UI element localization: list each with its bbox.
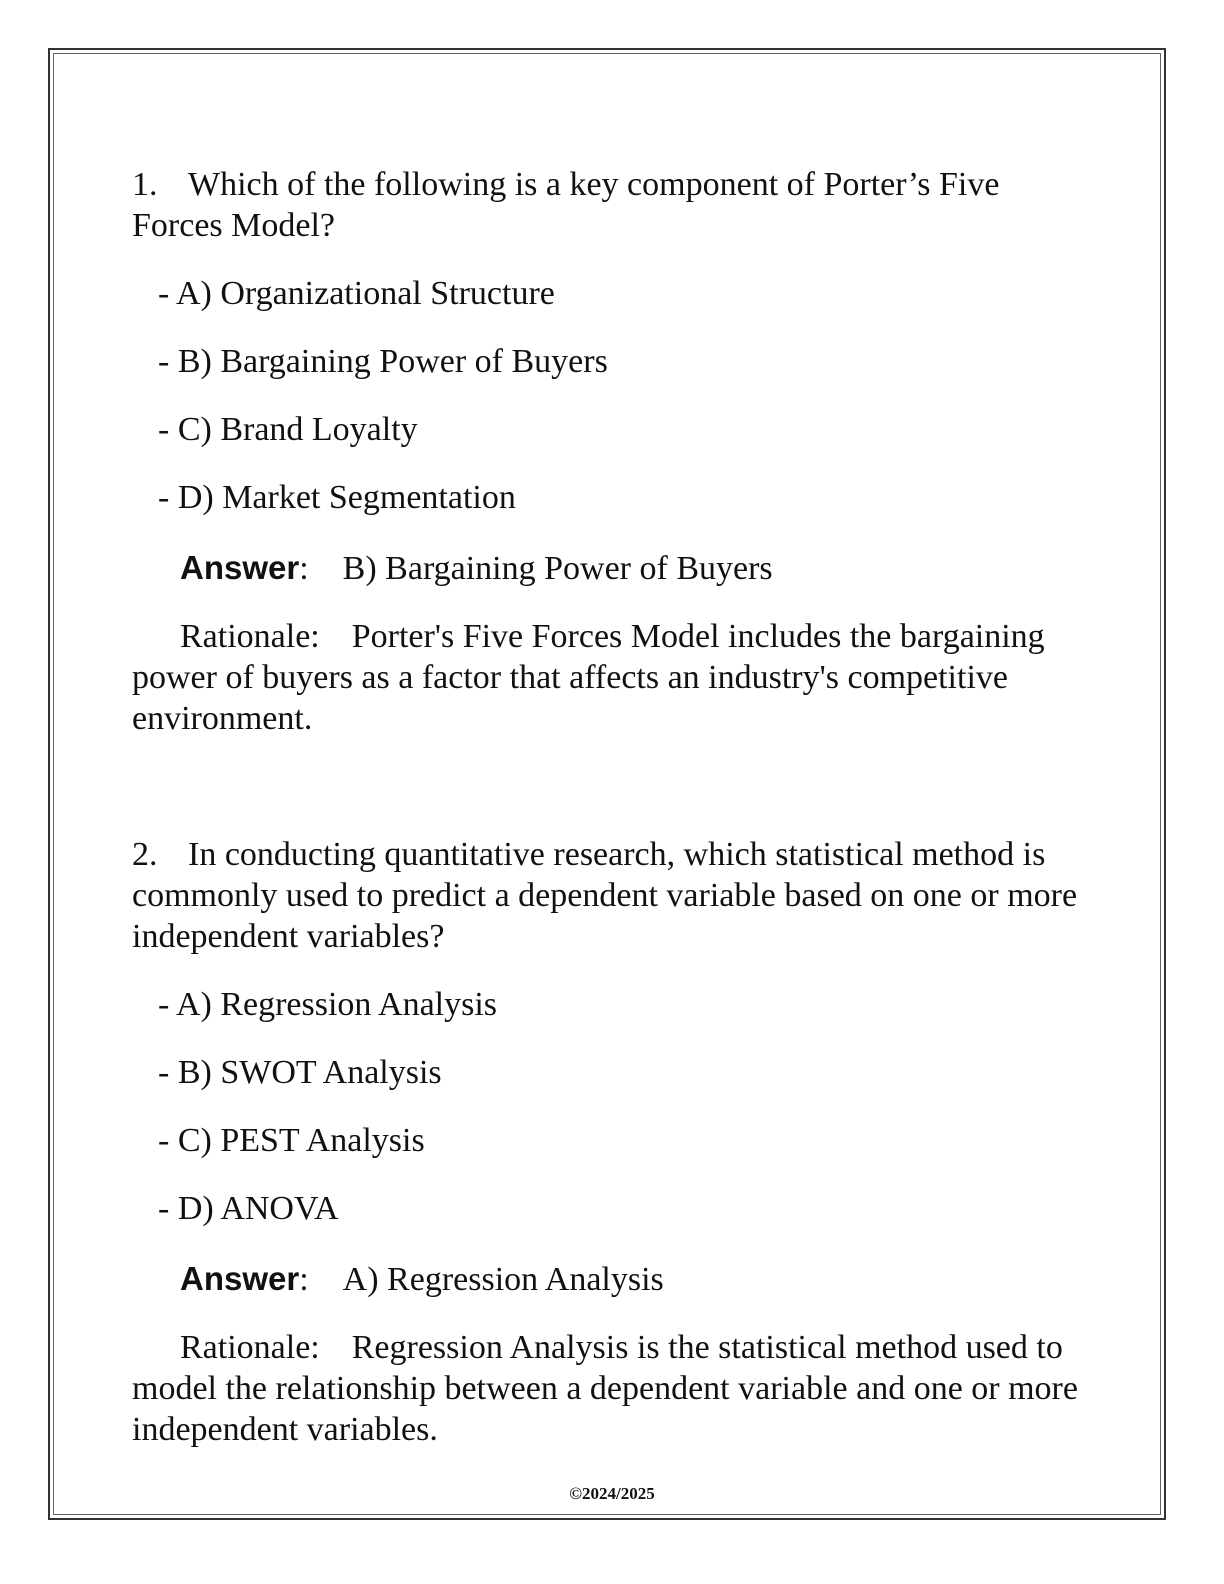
rationale bbox=[132, 616, 1092, 739]
rationale-label: Rationale: bbox=[180, 618, 320, 655]
rationale bbox=[132, 1327, 1092, 1450]
question-text: Which of the following is a key component of Porter’s Five Forces Model? bbox=[132, 166, 1000, 244]
copyright-footer: ©2024/2025 bbox=[569, 1484, 655, 1503]
answer-label: Answer bbox=[180, 1260, 300, 1297]
options-list bbox=[132, 273, 1092, 518]
options-list bbox=[132, 984, 1092, 1229]
option-b: - B) Bargaining Power of Buyers bbox=[158, 343, 608, 380]
rationale-label: Rationale: bbox=[180, 1329, 320, 1366]
answer-line bbox=[132, 1258, 1092, 1300]
option-d: - D) ANOVA bbox=[158, 1190, 339, 1227]
question-block-1 bbox=[132, 164, 1092, 739]
question-number: 2. bbox=[132, 836, 158, 873]
question-block-2 bbox=[132, 834, 1092, 1450]
answer-text: A) Regression Analysis bbox=[342, 1261, 664, 1298]
rationale-text: Porter's Five Forces Model includes the bargaining power of buyers as a factor that affects an industry's competitive environment. bbox=[132, 618, 1045, 737]
answer-line bbox=[132, 547, 1092, 589]
question-1 bbox=[132, 164, 1092, 246]
option-c: - C) PEST Analysis bbox=[158, 1122, 425, 1159]
question-text: In conducting quantitative research, which statistical method is commonly used to predict a dependent variable based on one or more independent variables? bbox=[132, 836, 1078, 955]
answer-colon: : bbox=[299, 1261, 309, 1298]
question-number: 1. bbox=[132, 166, 158, 203]
rationale-text: Regression Analysis is the statistical method used to model the relationship between a dependent variable and one or more independent variables. bbox=[132, 1329, 1078, 1448]
option-a: - A) Regression Analysis bbox=[158, 986, 498, 1023]
question-2 bbox=[132, 834, 1092, 957]
answer-colon: : bbox=[299, 550, 309, 587]
option-a: - A) Organizational Structure bbox=[158, 275, 555, 312]
document-body bbox=[132, 164, 1092, 1450]
option-d: - D) Market Segmentation bbox=[158, 479, 516, 516]
option-c: - C) Brand Loyalty bbox=[158, 411, 418, 448]
option-b: - B) SWOT Analysis bbox=[158, 1054, 442, 1091]
answer-label: Answer bbox=[180, 549, 300, 586]
answer-text: B) Bargaining Power of Buyers bbox=[342, 550, 773, 587]
